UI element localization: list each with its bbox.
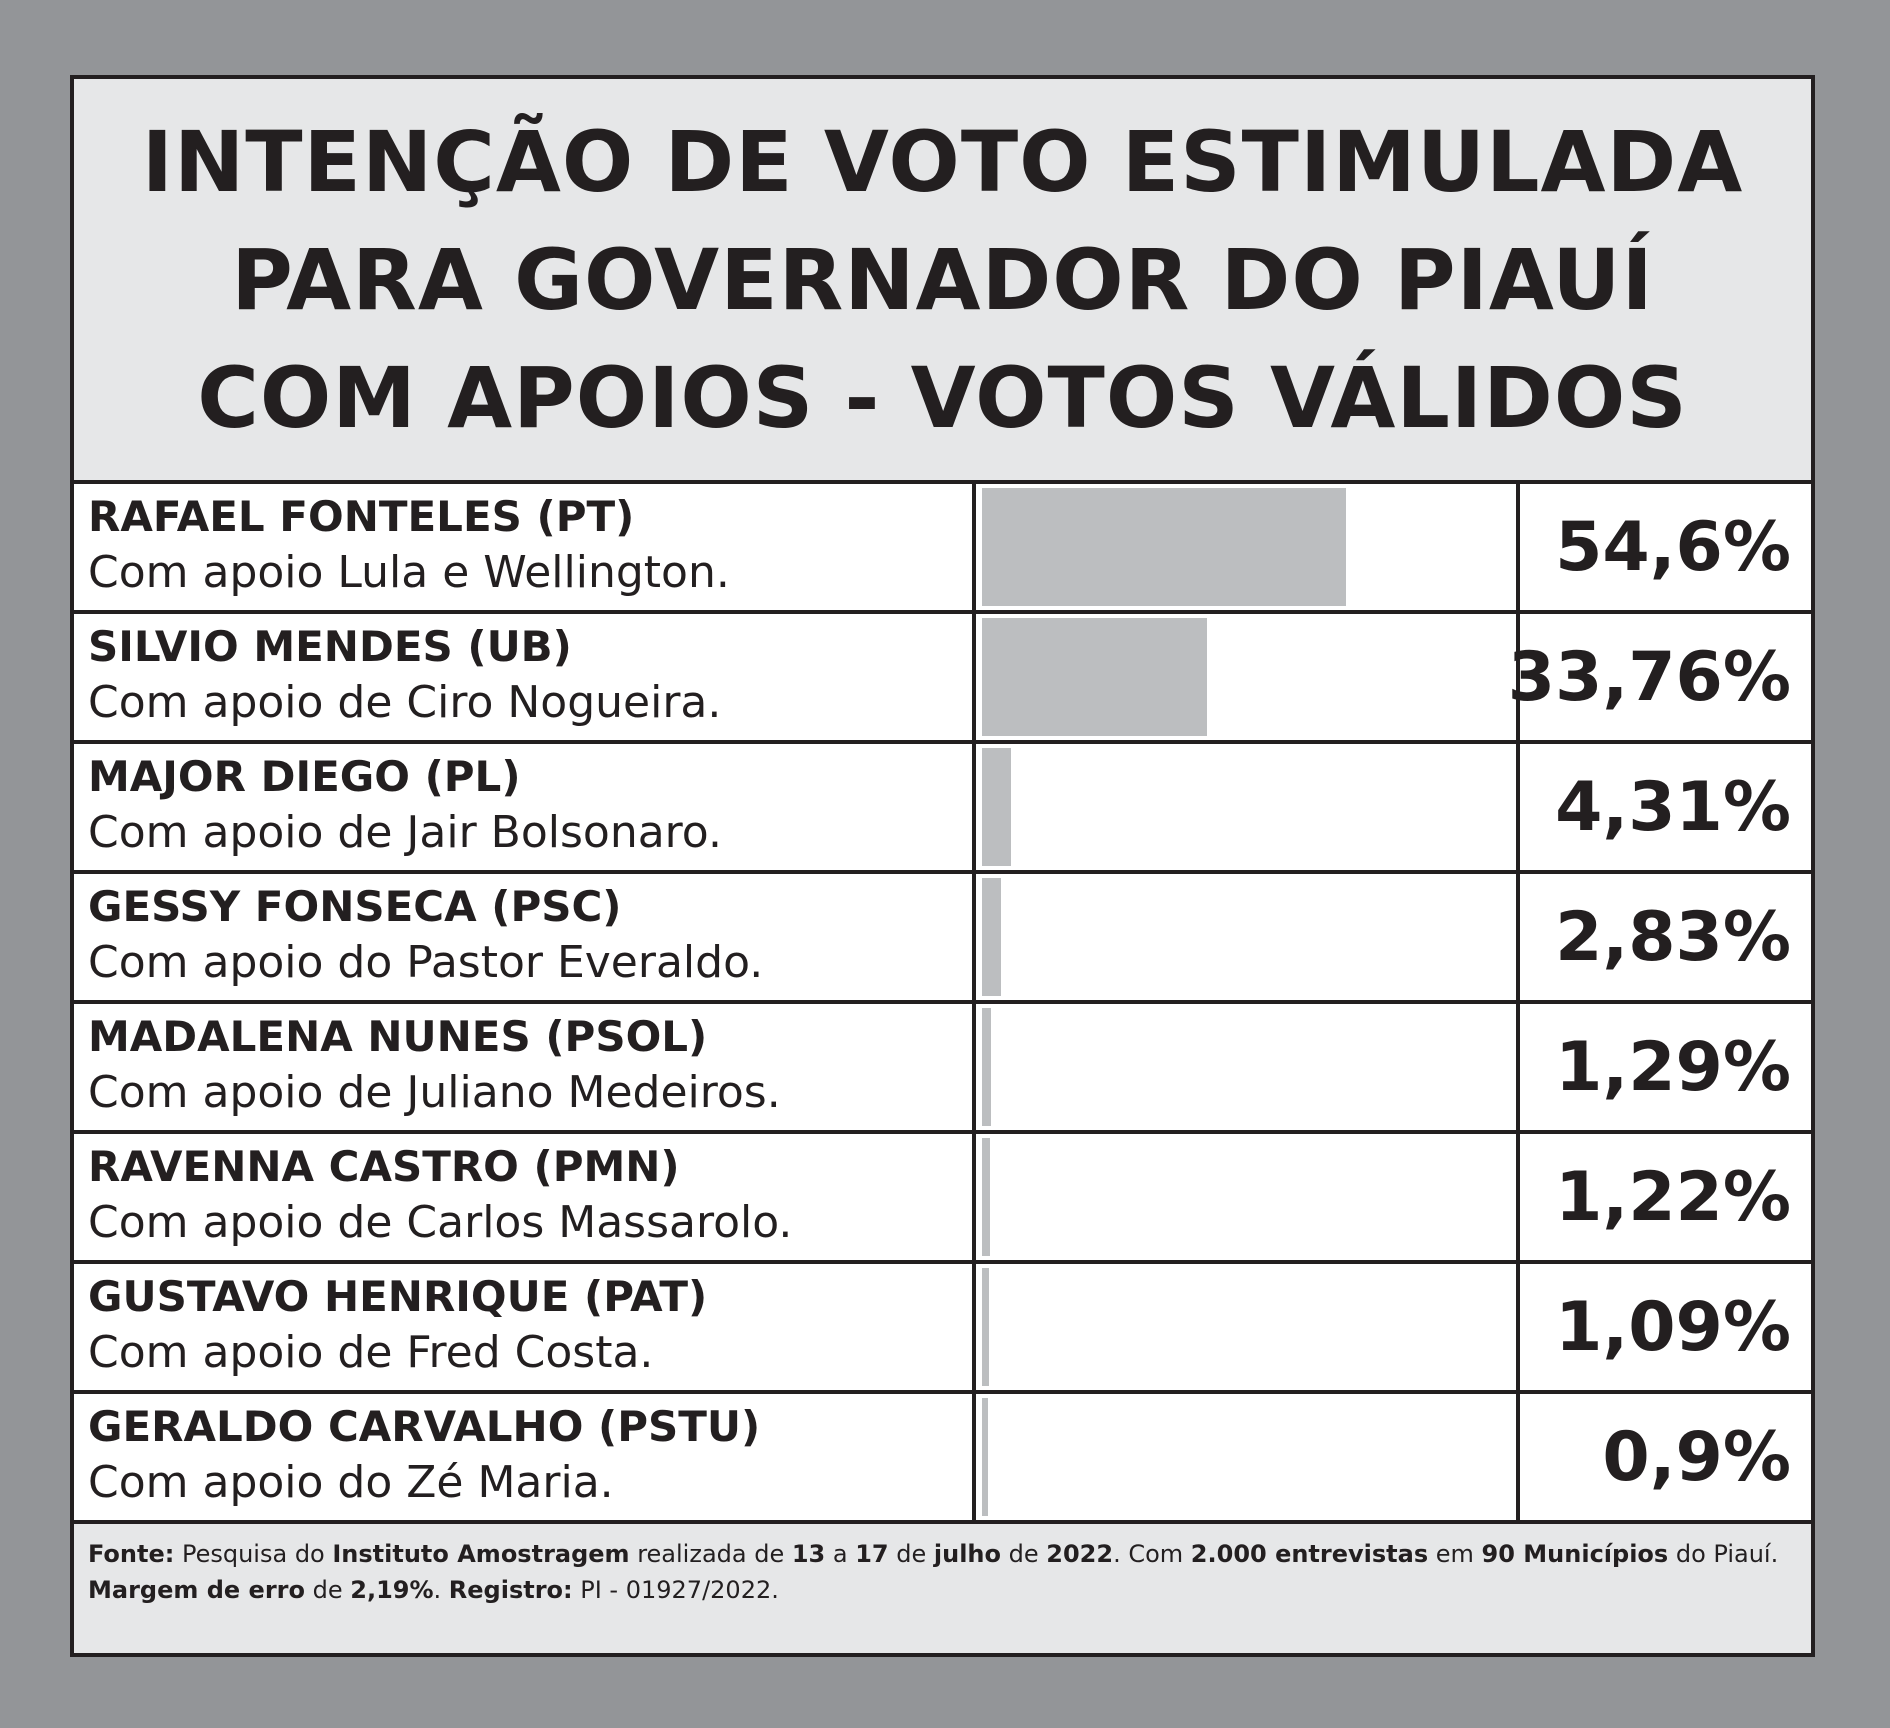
data-label: 4,31% [1555, 767, 1791, 847]
registration-value: PI - 01927/2022. [572, 1576, 779, 1604]
data-label: 33,76% [1507, 637, 1791, 717]
source-municipalities: 90 Municípios [1481, 1540, 1669, 1568]
bar [982, 618, 1207, 736]
bar [982, 1008, 991, 1126]
candidate-row [74, 1134, 1811, 1264]
source-text: de [304, 1576, 351, 1604]
bar [982, 1268, 989, 1386]
candidate-name: SILVIO MENDES (UB) [88, 622, 572, 671]
data-label: 1,09% [1555, 1287, 1791, 1367]
candidate-support: Com apoio do Pastor Everaldo. [88, 937, 764, 988]
source-text: realizada de [629, 1540, 792, 1568]
bar-track [976, 874, 1520, 1000]
margin-value: 2,19% [350, 1576, 434, 1604]
source-text: a [825, 1540, 856, 1568]
bar-track [976, 1004, 1520, 1130]
candidate-row [74, 874, 1811, 1004]
data-label: 2,83% [1555, 897, 1791, 977]
candidate-row [74, 1004, 1811, 1134]
candidate-support: Com apoio de Juliano Medeiros. [88, 1067, 781, 1118]
candidate-cell [74, 1134, 976, 1260]
title-line-1: INTENÇÃO DE VOTO ESTIMULADA [141, 112, 1744, 211]
candidate-name: GERALDO CARVALHO (PSTU) [88, 1402, 761, 1451]
candidate-rows [74, 484, 1811, 1524]
candidate-row [74, 744, 1811, 874]
registration-label: Registro: [448, 1576, 573, 1604]
source-text: . [433, 1576, 449, 1604]
source-note [74, 1524, 1811, 1608]
data-label: 1,22% [1555, 1157, 1791, 1237]
source-text: . Com [1113, 1540, 1191, 1568]
candidate-support: Com apoio de Fred Costa. [88, 1327, 654, 1378]
data-label: 0,9% [1602, 1417, 1791, 1497]
source-interviews: 2.000 entrevistas [1190, 1540, 1429, 1568]
candidate-cell [74, 484, 976, 610]
source-month: julho [933, 1540, 1002, 1568]
bar-track [976, 484, 1520, 610]
candidate-name: MADALENA NUNES (PSOL) [88, 1012, 708, 1061]
bar [982, 1398, 988, 1516]
poll-card [70, 75, 1815, 1657]
source-text: de [888, 1540, 934, 1568]
source-label: Fonte: [88, 1540, 175, 1568]
candidate-cell [74, 744, 976, 870]
candidate-row [74, 484, 1811, 614]
source-day-end: 17 [855, 1540, 889, 1568]
bar [982, 748, 1011, 866]
candidate-cell [74, 874, 976, 1000]
source-text: em [1428, 1540, 1482, 1568]
candidate-support: Com apoio Lula e Wellington. [88, 547, 730, 598]
candidate-name: RAVENNA CASTRO (PMN) [88, 1142, 680, 1191]
title-line-2: PARA GOVERNADOR DO PIAUÍ [231, 230, 1654, 329]
data-label: 1,29% [1555, 1027, 1791, 1107]
candidate-support: Com apoio de Carlos Massarolo. [88, 1197, 793, 1248]
source-text: Pesquisa do [174, 1540, 333, 1568]
candidate-name: RAFAEL FONTELES (PT) [88, 492, 635, 541]
bar-track [976, 1264, 1520, 1390]
bar-track [976, 744, 1520, 870]
source-text: de [1001, 1540, 1047, 1568]
bar [982, 1138, 990, 1256]
bar [982, 878, 1001, 996]
bar [982, 488, 1346, 606]
candidate-cell [74, 1394, 976, 1520]
candidate-cell [74, 614, 976, 740]
source-institute: Instituto Amostragem [332, 1540, 630, 1568]
candidate-row [74, 1264, 1811, 1394]
candidate-row [74, 614, 1811, 744]
candidate-name: MAJOR DIEGO (PL) [88, 752, 521, 801]
candidate-support: Com apoio do Zé Maria. [88, 1457, 614, 1508]
source-text: do Piauí. [1668, 1540, 1779, 1568]
chart-title [74, 79, 1811, 484]
bar-track [976, 1134, 1520, 1260]
source-year: 2022 [1046, 1540, 1114, 1568]
candidate-cell [74, 1004, 976, 1130]
bar-track [976, 614, 1520, 740]
title-line-3: COM APOIOS - VOTOS VÁLIDOS [197, 348, 1688, 447]
candidate-name: GUSTAVO HENRIQUE (PAT) [88, 1272, 708, 1321]
margin-label: Margem de erro [88, 1576, 305, 1604]
candidate-cell [74, 1264, 976, 1390]
data-label: 54,6% [1555, 507, 1791, 587]
candidate-support: Com apoio de Ciro Nogueira. [88, 677, 722, 728]
candidate-support: Com apoio de Jair Bolsonaro. [88, 807, 722, 858]
candidate-name: GESSY FONSECA (PSC) [88, 882, 622, 931]
source-day-start: 13 [791, 1540, 826, 1568]
candidate-row [74, 1394, 1811, 1524]
bar-track [976, 1394, 1520, 1520]
